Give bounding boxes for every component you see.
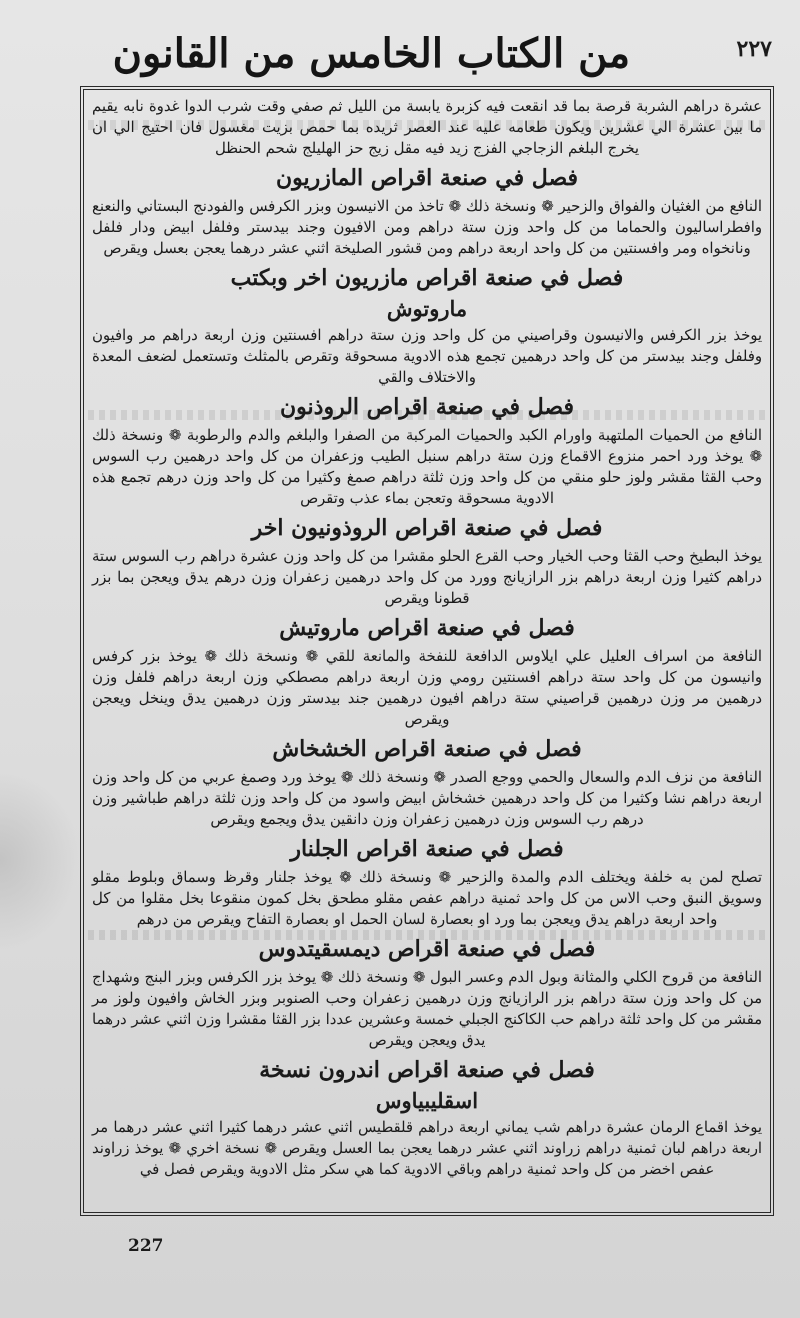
section-heading: فصل في صنعة اقراص ماروتيش [279,615,575,641]
section-subheading: ماروتوش [386,296,468,321]
paragraph: النافعة من نزف الدم والسعال والحمي ووجع الصدر ❁ ونسخة ذلك ❁ يوخذ ورد وصمغ عربي من كل واحد وزن اربعة دراهم نشا وكثيرا من كل واحد درهمين خشخاش ابيض واسود من كل واحد وزن ثلثة دراهم طباشير وزن درهم رب السوس وزن درهمين زعفران وزن دانقين يدق ويجمع ويقرص [92,769,762,828]
paper-stain [0,770,80,950]
running-title: من الكتاب الخامس من القانون [112,30,630,77]
paragraph: النافع من الغثيان والفواق والزحير ❁ ونسخة ذلك ❁ تاخذ من الانيسون وبزر الكرفس والفودنج البستاني والنعنع وافطراساليون والحماما من كل واحد وزن ستة دراهم ومن الافيون وجند بيدستر وفلفل ابيض ودار فلفل ونانخواه ومر وافسنتين من كل واحد اربعة دراهم ومن قشور الصليخة اثني عشر درهما يعجن بعسل ويقرص [92,198,762,257]
paragraph: تصلح لمن به خلفة ويختلف الدم والمدة والزحير ❁ ونسخة ذلك ❁ يوخذ جلنار وقرظ وسماق وبلوط مقلو وسويق النبق وحب الاس من كل واحد ثمنية دراهم عفص مقلو مطحق بخل كمون منقوعا بخل مقلوا من كل واحد اربعة دراهم يدق ويعجن بما ورد او بعصارة لسان الحمل او بعصارة التفاح ويقرص من درهم [92,869,762,928]
section-heading: فصل في صنعة اقراص اندرون نسخة [259,1057,595,1083]
paragraph: يوخذ البطيخ وحب القثا وحب الخيار وحب القرع الحلو مقشرا من كل واحد وزن عشرة دراهم رب السوس ستة دراهم كثيرا وزن اربعة دراهم بزر الرازيانج وورد من كل واحد درهمين زعفران وزن درهم يدق ويعجن بما بزر قطونا ويقرص [92,548,762,607]
paragraph: يوخذ اقماع الرمان عشرة دراهم شب يماني اربعة دراهم قلقطيس اثني عشر درهما كثيرا اثني عشر درهما مر اربعة دراهم لبان ثمنية دراهم زراوند اثني عشر درهما يعجن بما العسل ويقرص ❁ نسخة اخري ❁ يوخذ زراوند عفص اخضر من كل واحد ثمنية دراهم وباقي الادوية كما هي سكر مثل الادوية ويقرص فصل في [92,1119,762,1178]
section-heading: فصل في صنعة اقراص مازريون اخر وبكتب [230,265,624,291]
text-frame [80,86,774,1216]
section-heading: فصل في صنعة اقراص المازريون [275,165,579,191]
section-heading: فصل في صنعة اقراص الخشخاش [272,736,582,762]
section-subheading: اسقليبياوس [375,1088,479,1113]
paragraph: النافعة من قروح الكلي والمثانة وبول الدم وعسر البول ❁ ونسخة ذلك ❁ يوخذ بزر الكرفس وبزر البنج وشهداج من كل واحد وزن ستة دراهم بزر الرازيانج وزن درهمين زعفران وحب الصنوبر وبزر الخاش وافيون ولوز مر مقشر من كل واحد ثلثة دراهم حب الكاكنج الجبلي خمسة وعشرين عددا بزر القثا مقشرا وزن اثني عشر درهما يدق ويعجن ويقرص [92,969,762,1049]
bleed-through-text [88,930,768,940]
text-body [92,96,762,1206]
paragraph: النافعة من اسراف العليل علي ايلاوس الدافعة للنفخة والمانعة للقي ❁ ونسخة ذلك ❁ يوخذ بزر كرفس وانيسون من كل واحد ستة دراهم افسنتين رومي وزن اربعة دراهم مصطكي وزن اربعة دراهم فلفل وزن درهمين مر وزن درهمين قراصيني ستة دراهم افيون درهمين جند بيدستر وزن درهمين يدق وينخل ويعجن ويقرص [92,648,762,728]
bleed-through-text [88,120,768,130]
page-header [80,28,780,84]
section-heading: فصل في صنعة اقراص الروذنون [280,394,574,420]
page-number-top: ٢٢٧ [736,36,772,62]
paragraph: يوخذ بزر الكرفس والانيسون وقراصيني من كل واحد وزن ستة دراهم افسنتين وزن اربعة دراهم مر وافيون وفلفل وجند بيدستر من كل واحد درهمين تجمع هذه الادوية مسحوقة وتقرص بالمثلث وتستعمل لضعف المعدة والاختلاف والقي [92,327,762,386]
paragraph: عشرة دراهم الشربة قرصة بما قد انقعت فيه كزبرة يابسة من الليل ثم صفي وقت شرب الدوا غدوة نابه يقيم ما بين عشرة الي عشرين ويكون طعامه عليه عند العصر ثريده بما حمص بزيت مغسول فان احتيج الي ان يخرج البلغم الزجاجي الفزج زيد فيه مقل زيج حز الهليلج شحم الحنظل [92,98,762,157]
paragraph: النافع من الحميات الملتهبة واورام الكبد والحميات المركبة من الصفرا والبلغم والدم والرطوبة ❁ ونسخة ذلك ❁ يوخذ ورد احمر منزوع الاقماع وزن ستة دراهم سنبل الطيب وزعفران من كل واحد درهمين رب السوس وحب القثا مقشر ولوز حلو منقي من كل واحد وزن ثلثة دراهم صمغ وكثيرا من كل واحد وزن درهم تجمع هذه الادوية مسحوقة وتعجن بماء عذب وتقرص [92,427,762,507]
section-heading: فصل في صنعة اقراص ديمسقيتدوس [258,936,596,962]
section-heading: فصل في صنعة اقراص الروذونيون اخر [251,515,603,541]
section-heading: فصل في صنعة اقراص الجلنار [290,836,564,862]
page-number-bottom: 227 [128,1236,164,1256]
bleed-through-text [88,410,768,420]
